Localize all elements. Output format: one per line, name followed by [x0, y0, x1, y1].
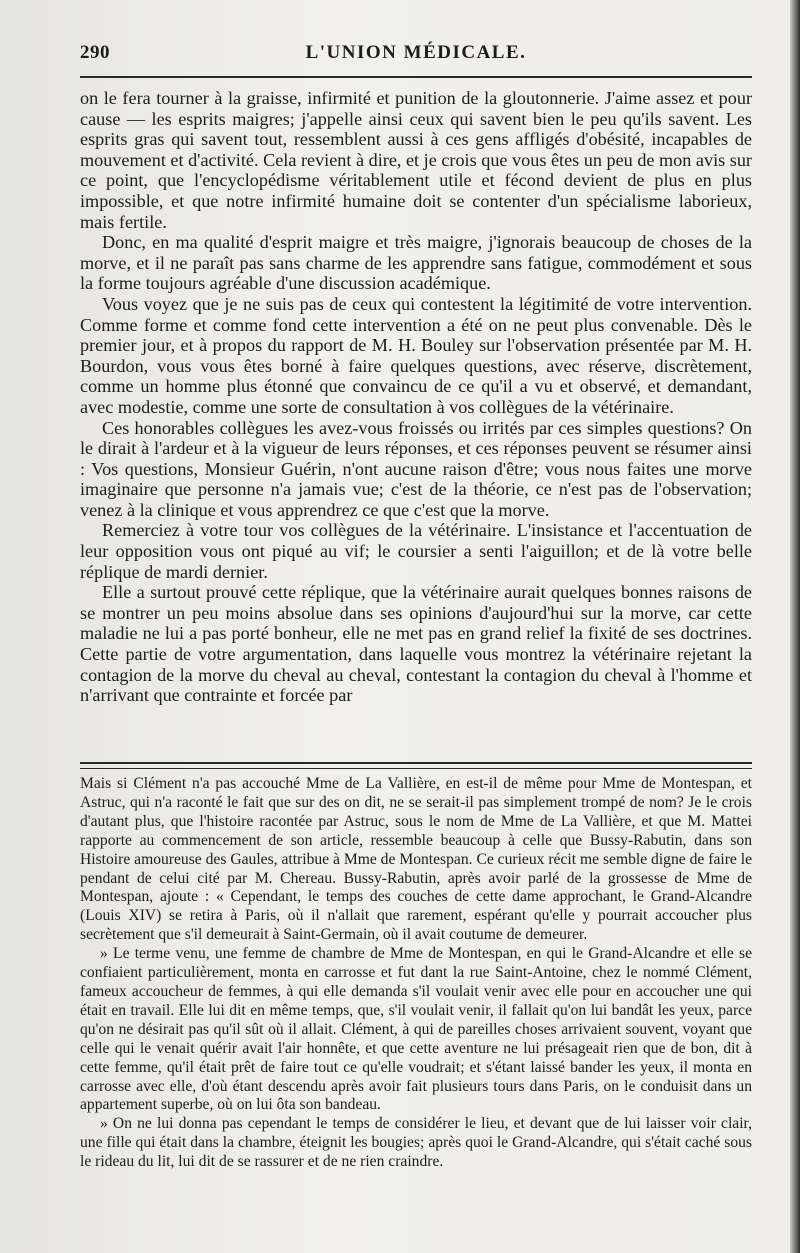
footnote-paragraph: Mais si Clément n'a pas accouché Mme de La Vallière, en est-il de même pour Mme de Montespan, et Astruc, qui n'a raconté le fait que sur des on dit, ne se serait-il pas simplement trompé de nom? Je le crois d'autant plus, que l'histoire racontée par Astruc, sous le nom de Mme de La Vallière, et que M. Mattei rapporte au commencement de son article, ressemble beaucoup à celle que Bussy-Rabutin, dans son Histoire amoureuse des Gaules, attribue à Mme de Montespan. Ce curieux récit me semble digne de faire le pendant de celui cité par M. Chereau. Bussy-Rabutin, après avoir parlé de la grossesse de Mme de Montespan, ajoute : « Cependant, le temps des couches de cette dame approchant, le Grand-Alcandre (Louis XIV) se retira à Paris, où il n'allait que rarement, espérant qu'elle y pourrait accoucher plus secrètement que s'il demeurait à Saint-Germain, où il avait coutume de demeurer.: [80, 775, 752, 944]
footnote-rule: [80, 762, 752, 769]
paragraph: Elle a surtout prouvé cette réplique, que la vétérinaire aurait quelques bonnes raisons de se montrer un peu moins absolue dans ses opinions d'aujourd'hui sur la morve, car cette maladie ne lui a pas porté bonheur, elle ne met pas en grand relief la fixité de ses doctrines. Cette partie de votre argumentation, dans laquelle vous montrez la vétérinaire rejetant la contagion de la morve du cheval au cheval, contestant la contagion du cheval à l'homme et n'arrivant que contrainte et forcée par: [80, 582, 752, 706]
main-text: [80, 88, 752, 706]
paragraph: Ces honorables collègues les avez-vous froissés ou irrités par ces simples questions? On le dirait à l'ardeur et à la vigueur de leurs réponses, et ces réponses peuvent se résumer ainsi : Vos questions, Monsieur Guérin, n'ont aucune raison d'être; vous nous faites une morve imaginaire que personne n'a jamais vue; c'est de la théorie, ce n'est pas de l'observation; venez à la clinique et vous apprendrez ce que c'est que la morve.: [80, 417, 752, 520]
running-title: L'UNION MÉDICALE.: [305, 42, 527, 63]
paragraph: Vous voyez que je ne suis pas de ceux qui contestent la légitimité de votre intervention. Comme forme et comme fond cette intervention a été on ne peut plus convenable. Dès le premier jour, et à propos du rapport de M. H. Bouley sur l'observation présentée par M. H. Bourdon, vous vous êtes borné à faire quelques questions, avec réserve, discrètement, comme un homme plus étonné que convaincu de ce qu'il a vu et observé, et demandant, avec modestie, comme une sorte de consultation à vos collègues de la vétérinaire.: [80, 293, 752, 417]
page-number: 290: [80, 42, 110, 63]
page-header: [80, 42, 752, 72]
page-edge-shadow: [790, 0, 800, 1253]
footnote-paragraph: » Le terme venu, une femme de chambre de Mme de Montespan, en qui le Grand-Alcandre et elle se confiaient particulièrement, monta en carrosse et fut dant la rue Saint-Antoine, chez le nommé Clément, fameux accoucheur de femmes, à qui elle demanda s'il voulait venir avec elle pour en accoucher une qui était en travail. Elle lui dit en même temps, que, s'il voulait venir, il fallait qu'on lui bandât les yeux, parce qu'on ne désirait pas qu'il sût où il allait. Clément, à qui de pareilles choses arrivaient souvent, voyant que celle qui le venait quérir avait l'air honnête, et que cette aventure ne lui présageait rien que de bon, dit à cette femme, qu'il était prêt de faire tout ce qu'elle voudrait; et s'étant laissé bander les yeux, il monta en carrosse avec elle, d'où étant descendu après avoir fait plusieurs tours dans Paris, on le conduisit dans un appartement superbe, où on lui ôta son bandeau.: [80, 945, 752, 1114]
paragraph: Remerciez à votre tour vos collègues de la vétérinaire. L'insistance et l'accentuation de leur opposition vous ont piqué au vif; le coursier a senti l'aiguillon; et de là votre belle réplique de mardi dernier.: [80, 520, 752, 582]
footnote: [80, 775, 752, 1172]
footnote-paragraph: » On ne lui donna pas cependant le temps de considérer le lieu, et devant que de lui laisser voir clair, une fille qui était dans la chambre, éteignit les bougies; après quoi le Grand-Alcandre, qui s'était caché sous le rideau du lit, lui dit de se rassurer et de ne rien craindre.: [80, 1115, 752, 1171]
header-rule: [80, 76, 752, 78]
paragraph: Donc, en ma qualité d'esprit maigre et très maigre, j'ignorais beaucoup de choses de la morve, et il ne paraît pas sans charme de les apprendre sans fatigue, commodément et sous la forme toujours agréable d'une discussion académique.: [80, 232, 752, 294]
paragraph: on le fera tourner à la graisse, infirmité et punition de la gloutonnerie. J'aime assez et pour cause — les esprits maigres; j'appelle ainsi ceux qui savent bien le peu qu'ils savent. Les esprits gras qui savent tout, ressemblent aussi à ces gens affligés d'obésité, incapables de mouvement et d'activité. Cela revient à dire, et je crois que vous êtes un peu de mon avis sur ce point, que l'encyclopédisme véritablement utile et fécond devient de plus en plus impossible, et que notre infirmité humaine doit se contenter d'un spécialisme laborieux, mais fertile.: [80, 88, 752, 232]
